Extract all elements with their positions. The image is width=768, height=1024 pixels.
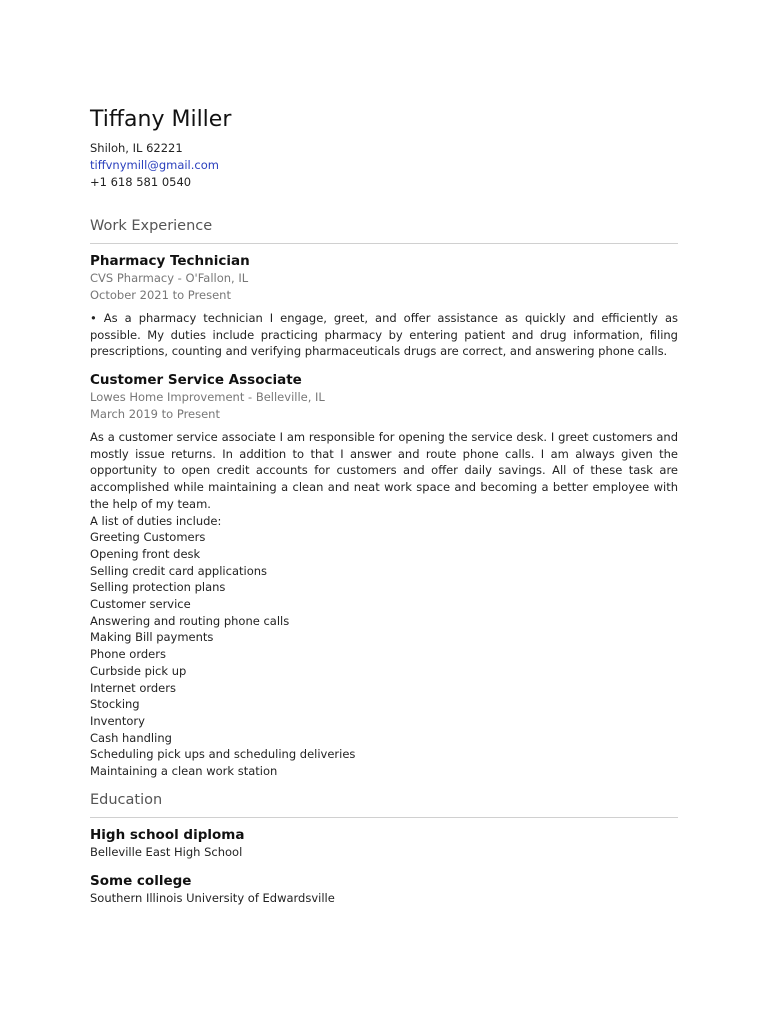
- section-heading-education: Education: [90, 790, 678, 818]
- duty-item: Scheduling pick ups and scheduling deliveries: [90, 747, 356, 762]
- job-dates: October 2021 to Present: [90, 288, 231, 302]
- duties-list: [90, 513, 678, 780]
- duty-item: Cash handling: [90, 730, 172, 745]
- education-degree: Some college: [90, 873, 192, 889]
- job-separator: -: [244, 390, 256, 404]
- job-location: Belleville, IL: [255, 390, 325, 404]
- duty-item: Answering and routing phone calls: [90, 613, 290, 628]
- duty-item: Customer service: [90, 597, 191, 612]
- duty-item: Selling protection plans: [90, 580, 226, 595]
- job-company-line: [90, 270, 678, 287]
- job-title: Pharmacy Technician: [90, 253, 250, 269]
- job-dates: March 2019 to Present: [90, 407, 220, 421]
- candidate-name: Tiffany Miller: [90, 107, 232, 132]
- duty-item: Curbside pick up: [90, 663, 187, 678]
- duties-list-intro: A list of duties include:: [90, 513, 222, 528]
- education-school: Belleville East High School: [90, 845, 243, 859]
- job-entry-customer-service-associate: [90, 371, 678, 780]
- education-school: Southern Illinois University of Edwardsville: [90, 891, 335, 905]
- job-company: CVS Pharmacy: [90, 271, 175, 285]
- duty-item: Stocking: [90, 697, 140, 712]
- job-separator: -: [174, 271, 186, 285]
- job-company-line: [90, 389, 678, 406]
- duty-item: Phone orders: [90, 647, 166, 662]
- duty-item: Maintaining a clean work station: [90, 764, 278, 779]
- duty-item: Internet orders: [90, 680, 176, 695]
- job-description: • As a pharmacy technician I engage, greet, and offer assistance as quickly and efficiently as possible. My duties include practicing pharmacy by entering patient and drug information, filing prescriptions, counting and verifying pharmaceuticals drugs are correct, and answering phone calls.: [90, 311, 678, 359]
- duty-item: Greeting Customers: [90, 530, 206, 545]
- job-location: O'Fallon, IL: [185, 271, 249, 285]
- duty-item: Inventory: [90, 713, 145, 728]
- job-company: Lowes Home Improvement: [90, 390, 245, 404]
- job-description: As a customer service associate I am responsible for opening the service desk. I greet customers and mostly issue returns. In addition to that I answer and route phone calls. I am always given the opportunity to open credit accounts for customers and offer daily savings. All of these task are accomplished while maintaining a clean and neat work space and becoming a better employee with the help of my team.: [90, 430, 678, 511]
- education-entry: [90, 872, 678, 907]
- contact-location: Shiloh, IL 62221: [90, 141, 183, 155]
- contact-block: [90, 140, 219, 191]
- education-entry: [90, 826, 678, 861]
- job-title: Customer Service Associate: [90, 372, 302, 388]
- contact-phone: +1 618 581 0540: [90, 175, 192, 189]
- duty-item: Making Bill payments: [90, 630, 214, 645]
- duty-item: Opening front desk: [90, 546, 201, 561]
- duty-item: Selling credit card applications: [90, 563, 268, 578]
- education-degree: High school diploma: [90, 827, 245, 843]
- job-entry-pharmacy-technician: [90, 252, 678, 360]
- section-heading-work-experience: Work Experience: [90, 216, 678, 244]
- contact-email-link[interactable]: tiffvnymill@gmail.com: [90, 158, 219, 172]
